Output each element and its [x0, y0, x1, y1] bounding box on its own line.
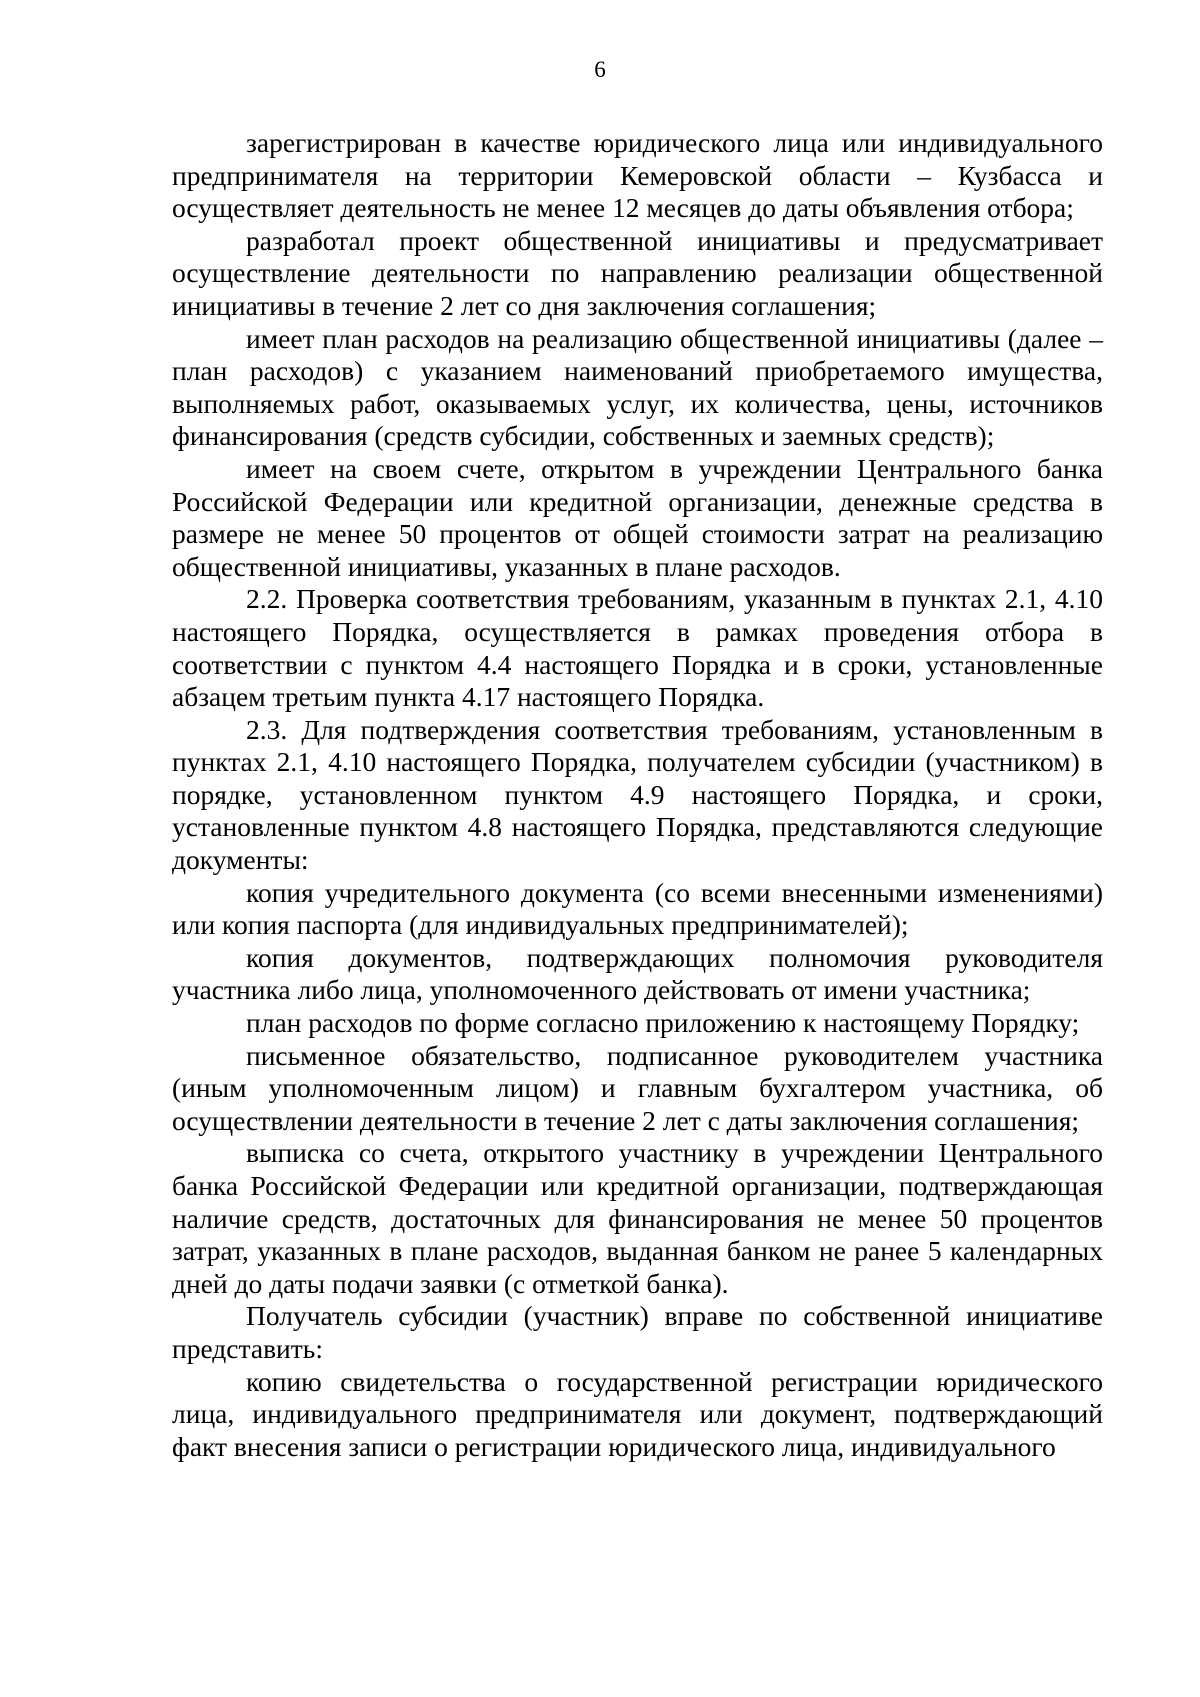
- paragraph: разработал проект общественной инициативы и предусматривает осуществление деятельности по направлению реализации общественной инициативы в течение 2 лет со дня заключения соглашения;: [172, 224, 1103, 321]
- paragraph: 2.3. Для подтверждения соответствия требованиям, установленным в пунктах 2.1, 4.10 настоящего Порядка, получателем субсидии (участником) в порядке, установленном пунктом 4.9 настоящего Порядка, и сроки, установленные пунктом 4.8 настоящего Порядка, представляются следующие документы:: [172, 713, 1103, 876]
- paragraph: план расходов по форме согласно приложению к настоящему Порядку;: [246, 1007, 1080, 1039]
- paragraph: Получатель субсидии (участник) вправе по собственной инициативе представить:: [172, 1300, 1103, 1364]
- page-number: 6: [594, 57, 606, 82]
- paragraph: 2.2. Проверка соответствия требованиям, указанным в пунктах 2.1, 4.10 настоящего Порядка, осуществляется в рамках проведения отбора в соответствии с пунктом 4.4 настоящего Порядка и в сроки, установленные абзацем третьим пункта 4.17 настоящего Порядка.: [172, 583, 1103, 713]
- paragraph: выписка со счета, открытого участнику в учреждении Центрального банка Российской Федерации или кредитной организации, подтверждающая наличие средств, достаточных для финансирования не менее 50 процентов затрат, указанных в плане расходов, выданная банком не ранее 5 календарных дней до даты подачи заявки (с отметкой банка).: [172, 1137, 1103, 1299]
- paragraph: зарегистрирован в качестве юридического лица или индивидуального предпринимателя на территории Кемеровской области – Кузбасса и осуществляет деятельность не менее 12 месяцев до даты объявления отбора;: [172, 127, 1103, 224]
- paragraph: письменное обязательство, подписанное руководителем участника (иным уполномоченным лицом) и главным бухгалтером участника, об осуществлении деятельности в течение 2 лет с даты заключения соглашения;: [172, 1039, 1103, 1136]
- paragraph: имеет на своем счете, открытом в учреждении Центрального банка Российской Федерации или кредитной организации, денежные средства в размере не менее 50 процентов от общей стоимости затрат на реализацию общественной инициативы, указанных в плане расходов.: [172, 452, 1103, 582]
- document-body: [172, 127, 1103, 1463]
- paragraph: копию свидетельства о государственной регистрации юридического лица, индивидуального предпринимателя или документ, подтверждающий факт внесения записи о регистрации юридического лица, индивидуального: [172, 1365, 1103, 1462]
- paragraph: копия документов, подтверждающих полномочия руководителя участника либо лица, уполномоченного действовать от имени участника;: [172, 941, 1103, 1006]
- paragraph: имеет план расходов на реализацию общественной инициативы (далее – план расходов) с указанием наименований приобретаемого имущества, выполняемых работ, оказываемых услуг, их количества, цены, источников финансирования (средств субсидии, собственных и заемных средств);: [172, 322, 1103, 452]
- paragraph: копия учредительного документа (со всеми внесенными изменениями) или копия паспорта (для индивидуальных предпринимателей);: [172, 876, 1103, 941]
